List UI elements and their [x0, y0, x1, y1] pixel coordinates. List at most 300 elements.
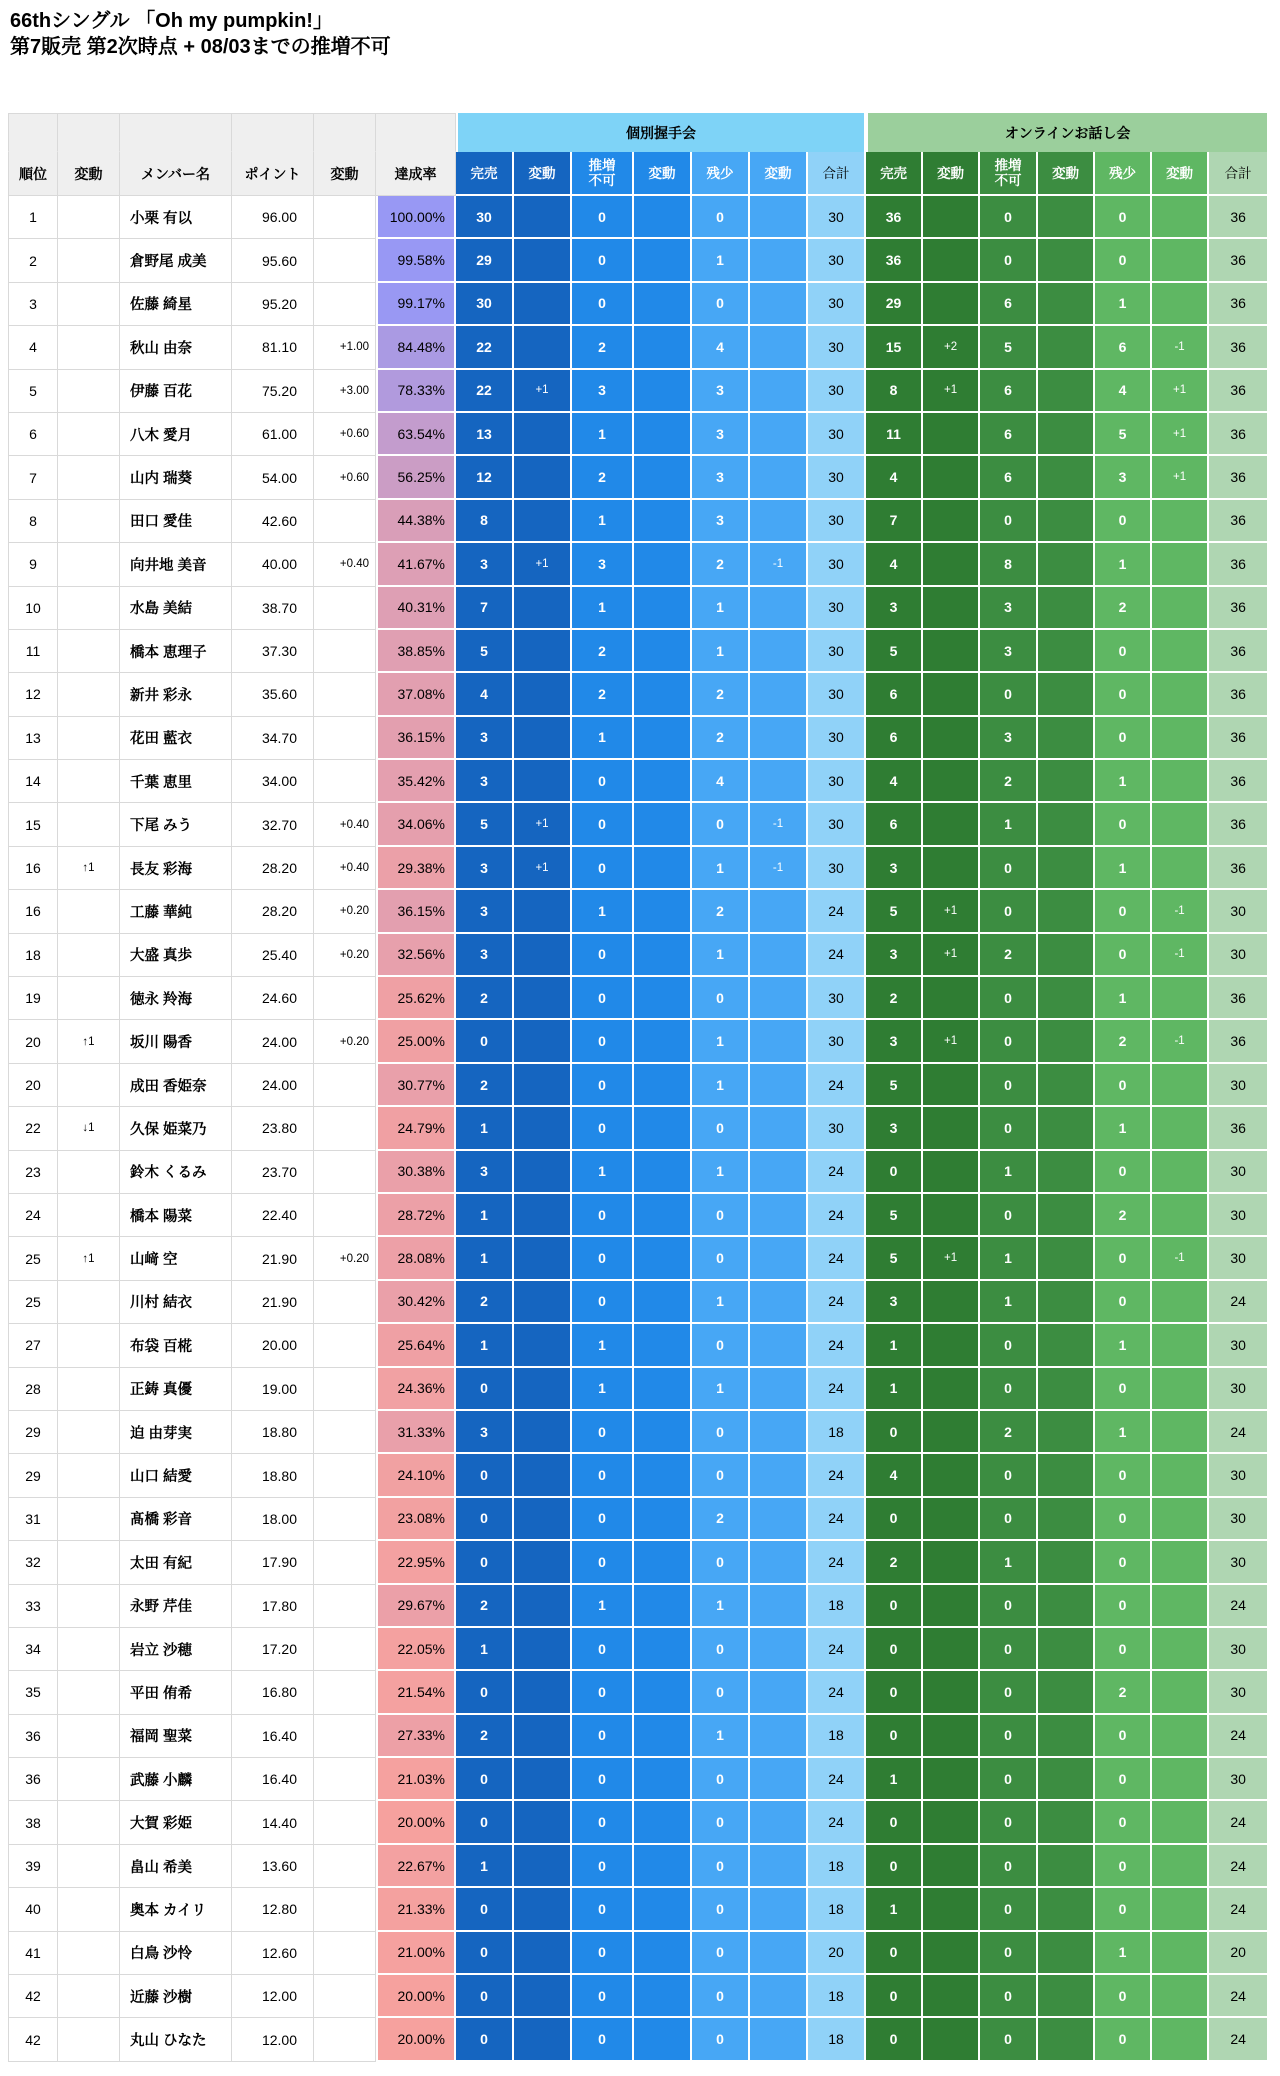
header-spacer	[232, 113, 314, 152]
online-cell-5: -1	[1152, 1237, 1209, 1280]
rank-change-cell	[58, 283, 120, 326]
handshake-cell-2: 2	[572, 630, 634, 673]
handshake-cell-5	[750, 1628, 808, 1671]
online-cell-6: 36	[1209, 1107, 1269, 1150]
rank-cell: 10	[8, 587, 58, 630]
online-cell-2: 1	[980, 1151, 1038, 1194]
handshake-cell-5	[750, 1758, 808, 1801]
online-cell-5	[1152, 1758, 1209, 1801]
online-cell-2: 0	[980, 2018, 1038, 2061]
online-cell-3	[1038, 587, 1095, 630]
handshake-cell-6: 30	[808, 717, 866, 760]
handshake-cell-5	[750, 1888, 808, 1931]
handshake-cell-0: 0	[456, 1888, 514, 1931]
rate-cell: 20.00%	[376, 1975, 456, 2018]
handshake-cell-1	[514, 934, 572, 977]
rank-change-cell	[58, 196, 120, 239]
points-change-cell	[314, 1801, 376, 1844]
handshake-cell-4: 0	[692, 1628, 750, 1671]
member-name-cell: 八木 愛月	[120, 413, 232, 456]
points-change-cell: +0.40	[314, 803, 376, 846]
online-cell-4: 0	[1095, 890, 1152, 933]
member-name-cell: 伊藤 百花	[120, 370, 232, 413]
online-cell-1: +1	[923, 1237, 980, 1280]
rate-cell: 30.77%	[376, 1064, 456, 1107]
rank-change-cell	[58, 587, 120, 630]
handshake-cell-6: 30	[808, 1020, 866, 1063]
points-cell: 81.10	[232, 326, 314, 369]
online-cell-5	[1152, 283, 1209, 326]
handshake-cell-3	[634, 1454, 692, 1497]
handshake-cell-4: 0	[692, 1541, 750, 1584]
handshake-cell-2: 1	[572, 1368, 634, 1411]
handshake-cell-3	[634, 803, 692, 846]
points-cell: 16.40	[232, 1758, 314, 1801]
points-cell: 12.00	[232, 2018, 314, 2061]
online-cell-4: 0	[1095, 803, 1152, 846]
online-cell-3	[1038, 1628, 1095, 1671]
online-cell-5	[1152, 1628, 1209, 1671]
online-cell-4: 4	[1095, 370, 1152, 413]
table-row	[8, 1281, 1269, 1324]
table-row	[8, 847, 1269, 890]
handshake-cell-6: 18	[808, 1715, 866, 1758]
rate-cell: 56.25%	[376, 456, 456, 499]
rank-change-cell	[58, 2018, 120, 2061]
points-change-cell	[314, 977, 376, 1020]
rate-cell: 29.67%	[376, 1585, 456, 1628]
handshake-cell-1	[514, 1628, 572, 1671]
handshake-cell-4: 0	[692, 1671, 750, 1714]
table-row	[8, 1628, 1269, 1671]
member-name-cell: 武藤 小麟	[120, 1758, 232, 1801]
table-row	[8, 1801, 1269, 1844]
handshake-cell-3	[634, 1107, 692, 1150]
points-change-cell	[314, 1281, 376, 1324]
handshake-cell-2: 0	[572, 1671, 634, 1714]
subheader-handshake-5: 変動	[750, 152, 808, 196]
online-cell-6: 36	[1209, 847, 1269, 890]
page-header	[0, 0, 1280, 60]
handshake-cell-6: 24	[808, 1758, 866, 1801]
points-change-cell: +0.20	[314, 1020, 376, 1063]
online-cell-0: 4	[866, 760, 923, 803]
handshake-cell-6: 24	[808, 1237, 866, 1280]
rate-cell: 84.48%	[376, 326, 456, 369]
handshake-cell-4: 3	[692, 413, 750, 456]
online-cell-3	[1038, 1237, 1095, 1280]
points-change-cell	[314, 673, 376, 716]
handshake-cell-2: 1	[572, 587, 634, 630]
handshake-cell-3	[634, 1932, 692, 1975]
online-cell-4: 0	[1095, 934, 1152, 977]
handshake-cell-0: 7	[456, 587, 514, 630]
handshake-cell-2: 0	[572, 1628, 634, 1671]
handshake-cell-0: 3	[456, 847, 514, 890]
online-cell-6: 24	[1209, 1888, 1269, 1931]
online-cell-4: 0	[1095, 1975, 1152, 2018]
points-cell: 96.00	[232, 196, 314, 239]
online-cell-0: 3	[866, 587, 923, 630]
online-cell-5	[1152, 1498, 1209, 1541]
handshake-cell-5	[750, 673, 808, 716]
rank-change-cell	[58, 977, 120, 1020]
rate-cell: 23.08%	[376, 1498, 456, 1541]
rate-cell: 28.72%	[376, 1194, 456, 1237]
points-cell: 17.80	[232, 1585, 314, 1628]
member-name-cell: 下尾 みう	[120, 803, 232, 846]
rank-cell: 35	[8, 1671, 58, 1714]
handshake-cell-5	[750, 760, 808, 803]
rank-cell: 34	[8, 1628, 58, 1671]
handshake-cell-3	[634, 1585, 692, 1628]
handshake-cell-4: 0	[692, 1975, 750, 2018]
handshake-cell-1	[514, 1064, 572, 1107]
header-spacer	[120, 113, 232, 152]
rate-cell: 27.33%	[376, 1715, 456, 1758]
online-cell-3	[1038, 1541, 1095, 1584]
rank-change-cell	[58, 717, 120, 760]
table-row	[8, 1932, 1269, 1975]
online-cell-1	[923, 1888, 980, 1931]
online-cell-5	[1152, 1368, 1209, 1411]
table-row	[8, 1498, 1269, 1541]
points-change-cell	[314, 1498, 376, 1541]
points-cell: 40.00	[232, 543, 314, 586]
handshake-cell-4: 2	[692, 890, 750, 933]
points-cell: 34.00	[232, 760, 314, 803]
handshake-cell-1	[514, 1411, 572, 1454]
handshake-cell-1	[514, 1585, 572, 1628]
online-cell-2: 0	[980, 196, 1038, 239]
handshake-cell-6: 24	[808, 1671, 866, 1714]
rank-change-cell	[58, 1281, 120, 1324]
online-cell-5	[1152, 196, 1209, 239]
online-cell-1	[923, 1932, 980, 1975]
online-cell-4: 1	[1095, 1107, 1152, 1150]
handshake-cell-6: 30	[808, 1107, 866, 1150]
rank-change-cell	[58, 1411, 120, 1454]
handshake-cell-1: +1	[514, 803, 572, 846]
handshake-cell-0: 0	[456, 1932, 514, 1975]
online-cell-3	[1038, 803, 1095, 846]
points-cell: 12.80	[232, 1888, 314, 1931]
online-cell-6: 24	[1209, 1281, 1269, 1324]
member-name-cell: 坂川 陽香	[120, 1020, 232, 1063]
points-change-cell	[314, 630, 376, 673]
online-cell-6: 30	[1209, 1628, 1269, 1671]
online-cell-4: 0	[1095, 1064, 1152, 1107]
handshake-cell-6: 24	[808, 1151, 866, 1194]
online-cell-2: 5	[980, 326, 1038, 369]
rank-change-cell	[58, 413, 120, 456]
handshake-cell-4: 1	[692, 1368, 750, 1411]
rank-cell: 29	[8, 1454, 58, 1497]
handshake-cell-5	[750, 587, 808, 630]
online-cell-3	[1038, 977, 1095, 1020]
online-cell-0: 0	[866, 1801, 923, 1844]
online-cell-1	[923, 500, 980, 543]
online-cell-6: 24	[1209, 1585, 1269, 1628]
online-cell-1	[923, 1975, 980, 2018]
table-row	[8, 1715, 1269, 1758]
online-cell-6: 36	[1209, 803, 1269, 846]
handshake-cell-2: 0	[572, 1541, 634, 1584]
online-cell-4: 0	[1095, 196, 1152, 239]
points-change-cell: +1.00	[314, 326, 376, 369]
rank-change-cell	[58, 1454, 120, 1497]
rank-change-cell: ↑1	[58, 847, 120, 890]
subheader-online-4: 残少	[1095, 152, 1152, 196]
rank-cell: 22	[8, 1107, 58, 1150]
handshake-cell-6: 24	[808, 1064, 866, 1107]
online-cell-5	[1152, 1151, 1209, 1194]
rank-change-cell	[58, 1715, 120, 1758]
rate-cell: 99.17%	[376, 283, 456, 326]
online-cell-5	[1152, 630, 1209, 673]
points-change-cell	[314, 1324, 376, 1367]
online-cell-4: 0	[1095, 1715, 1152, 1758]
handshake-cell-4: 1	[692, 630, 750, 673]
online-cell-6: 24	[1209, 1845, 1269, 1888]
header-rank-change: 変動	[58, 152, 120, 196]
handshake-cell-3	[634, 1628, 692, 1671]
rate-cell: 25.62%	[376, 977, 456, 1020]
online-cell-0: 0	[866, 1498, 923, 1541]
handshake-cell-1	[514, 500, 572, 543]
online-cell-5	[1152, 587, 1209, 630]
handshake-cell-4: 0	[692, 1454, 750, 1497]
subheader-handshake-6: 合計	[808, 152, 866, 196]
handshake-cell-3	[634, 1758, 692, 1801]
handshake-cell-2: 0	[572, 760, 634, 803]
handshake-cell-0: 0	[456, 1368, 514, 1411]
rank-cell: 19	[8, 977, 58, 1020]
online-cell-6: 36	[1209, 543, 1269, 586]
handshake-cell-1	[514, 1107, 572, 1150]
rank-change-cell	[58, 370, 120, 413]
online-cell-0: 36	[866, 239, 923, 282]
online-cell-1	[923, 1151, 980, 1194]
points-cell: 23.80	[232, 1107, 314, 1150]
handshake-cell-5	[750, 1281, 808, 1324]
online-cell-1	[923, 1585, 980, 1628]
handshake-cell-6: 18	[808, 1411, 866, 1454]
handshake-cell-2: 0	[572, 2018, 634, 2061]
online-cell-2: 3	[980, 587, 1038, 630]
points-change-cell: +0.20	[314, 1237, 376, 1280]
online-cell-0: 4	[866, 456, 923, 499]
handshake-cell-2: 0	[572, 1845, 634, 1888]
online-cell-0: 0	[866, 1411, 923, 1454]
handshake-cell-6: 30	[808, 760, 866, 803]
handshake-cell-2: 0	[572, 1888, 634, 1931]
table-row	[8, 977, 1269, 1020]
online-cell-6: 24	[1209, 1411, 1269, 1454]
online-cell-5	[1152, 1324, 1209, 1367]
rank-cell: 12	[8, 673, 58, 716]
table-row	[8, 239, 1269, 282]
handshake-cell-6: 24	[808, 1541, 866, 1584]
rank-cell: 27	[8, 1324, 58, 1367]
rate-cell: 25.64%	[376, 1324, 456, 1367]
online-cell-2: 2	[980, 934, 1038, 977]
handshake-cell-4: 0	[692, 1107, 750, 1150]
handshake-cell-0: 30	[456, 196, 514, 239]
rank-change-cell	[58, 890, 120, 933]
table-row	[8, 760, 1269, 803]
online-cell-1	[923, 977, 980, 1020]
points-cell: 24.60	[232, 977, 314, 1020]
handshake-cell-5: -1	[750, 847, 808, 890]
handshake-cell-0: 4	[456, 673, 514, 716]
handshake-cell-3	[634, 1888, 692, 1931]
online-cell-5	[1152, 2018, 1209, 2061]
handshake-cell-3	[634, 1411, 692, 1454]
points-change-cell	[314, 1888, 376, 1931]
points-change-cell	[314, 283, 376, 326]
points-cell: 22.40	[232, 1194, 314, 1237]
subheader-handshake-3: 変動	[634, 152, 692, 196]
rank-change-cell	[58, 1585, 120, 1628]
handshake-cell-0: 5	[456, 630, 514, 673]
handshake-cell-3	[634, 456, 692, 499]
handshake-cell-5	[750, 1064, 808, 1107]
online-cell-2: 0	[980, 1715, 1038, 1758]
handshake-cell-0: 3	[456, 934, 514, 977]
handshake-cell-5	[750, 1020, 808, 1063]
online-cell-6: 30	[1209, 1324, 1269, 1367]
rank-change-cell: ↓1	[58, 1107, 120, 1150]
online-cell-2: 1	[980, 1541, 1038, 1584]
handshake-cell-5	[750, 977, 808, 1020]
online-cell-3	[1038, 1975, 1095, 2018]
handshake-cell-5	[750, 890, 808, 933]
online-cell-3	[1038, 1932, 1095, 1975]
handshake-cell-0: 8	[456, 500, 514, 543]
handshake-cell-1	[514, 890, 572, 933]
handshake-cell-3	[634, 1064, 692, 1107]
online-cell-4: 0	[1095, 1454, 1152, 1497]
rank-change-cell	[58, 1541, 120, 1584]
handshake-cell-2: 0	[572, 1758, 634, 1801]
handshake-cell-5	[750, 1541, 808, 1584]
table-row	[8, 673, 1269, 716]
handshake-cell-2: 1	[572, 1324, 634, 1367]
online-cell-1	[923, 1628, 980, 1671]
handshake-cell-2: 3	[572, 543, 634, 586]
online-cell-0: 7	[866, 500, 923, 543]
handshake-cell-4: 0	[692, 977, 750, 1020]
handshake-cell-1	[514, 587, 572, 630]
handshake-cell-4: 0	[692, 196, 750, 239]
online-cell-1	[923, 760, 980, 803]
online-cell-2: 0	[980, 1368, 1038, 1411]
handshake-cell-3	[634, 413, 692, 456]
handshake-cell-5: -1	[750, 803, 808, 846]
online-cell-1	[923, 1801, 980, 1844]
online-cell-4: 0	[1095, 500, 1152, 543]
online-cell-4: 0	[1095, 1237, 1152, 1280]
online-cell-5	[1152, 1541, 1209, 1584]
group-header-online: オンラインお話し会	[866, 113, 1269, 152]
rank-change-cell	[58, 1975, 120, 2018]
rate-cell: 24.10%	[376, 1454, 456, 1497]
handshake-cell-0: 2	[456, 1715, 514, 1758]
online-cell-2: 0	[980, 500, 1038, 543]
table-row	[8, 500, 1269, 543]
handshake-cell-1	[514, 1758, 572, 1801]
handshake-cell-2: 1	[572, 717, 634, 760]
online-cell-3	[1038, 1151, 1095, 1194]
member-name-cell: 倉野尾 成美	[120, 239, 232, 282]
table-row	[8, 934, 1269, 977]
online-cell-5	[1152, 1671, 1209, 1714]
rate-cell: 29.38%	[376, 847, 456, 890]
online-cell-4: 0	[1095, 1888, 1152, 1931]
online-cell-4: 1	[1095, 1324, 1152, 1367]
rate-cell: 99.58%	[376, 239, 456, 282]
subheader-online-6: 合計	[1209, 152, 1269, 196]
online-cell-1	[923, 717, 980, 760]
online-cell-6: 30	[1209, 1454, 1269, 1497]
handshake-cell-0: 1	[456, 1628, 514, 1671]
points-change-cell	[314, 500, 376, 543]
online-cell-3	[1038, 1801, 1095, 1844]
handshake-cell-2: 0	[572, 847, 634, 890]
handshake-cell-0: 3	[456, 890, 514, 933]
handshake-cell-0: 3	[456, 760, 514, 803]
rank-change-cell	[58, 1758, 120, 1801]
rank-cell: 8	[8, 500, 58, 543]
table-row	[8, 1368, 1269, 1411]
points-change-cell	[314, 1715, 376, 1758]
rank-cell: 6	[8, 413, 58, 456]
online-cell-1	[923, 1064, 980, 1107]
handshake-cell-1	[514, 1975, 572, 2018]
online-cell-2: 0	[980, 1801, 1038, 1844]
online-cell-1	[923, 1194, 980, 1237]
rate-cell: 31.33%	[376, 1411, 456, 1454]
handshake-cell-1	[514, 1324, 572, 1367]
handshake-cell-6: 24	[808, 1454, 866, 1497]
handshake-cell-3	[634, 1368, 692, 1411]
handshake-cell-6: 24	[808, 1368, 866, 1411]
rank-cell: 40	[8, 1888, 58, 1931]
online-cell-0: 3	[866, 1020, 923, 1063]
handshake-cell-3	[634, 370, 692, 413]
rank-cell: 7	[8, 456, 58, 499]
points-cell: 54.00	[232, 456, 314, 499]
handshake-cell-3	[634, 587, 692, 630]
handshake-cell-6: 30	[808, 283, 866, 326]
points-cell: 12.60	[232, 1932, 314, 1975]
online-cell-4: 1	[1095, 760, 1152, 803]
online-cell-4: 0	[1095, 630, 1152, 673]
member-name-cell: 山内 瑞葵	[120, 456, 232, 499]
handshake-cell-6: 18	[808, 2018, 866, 2061]
handshake-cell-0: 1	[456, 1237, 514, 1280]
handshake-cell-3	[634, 1281, 692, 1324]
online-cell-3	[1038, 543, 1095, 586]
points-change-cell	[314, 1671, 376, 1714]
handshake-cell-3	[634, 283, 692, 326]
rank-cell: 9	[8, 543, 58, 586]
handshake-cell-2: 0	[572, 239, 634, 282]
rate-cell: 41.67%	[376, 543, 456, 586]
table-row	[8, 1585, 1269, 1628]
subheader-online-1: 変動	[923, 152, 980, 196]
